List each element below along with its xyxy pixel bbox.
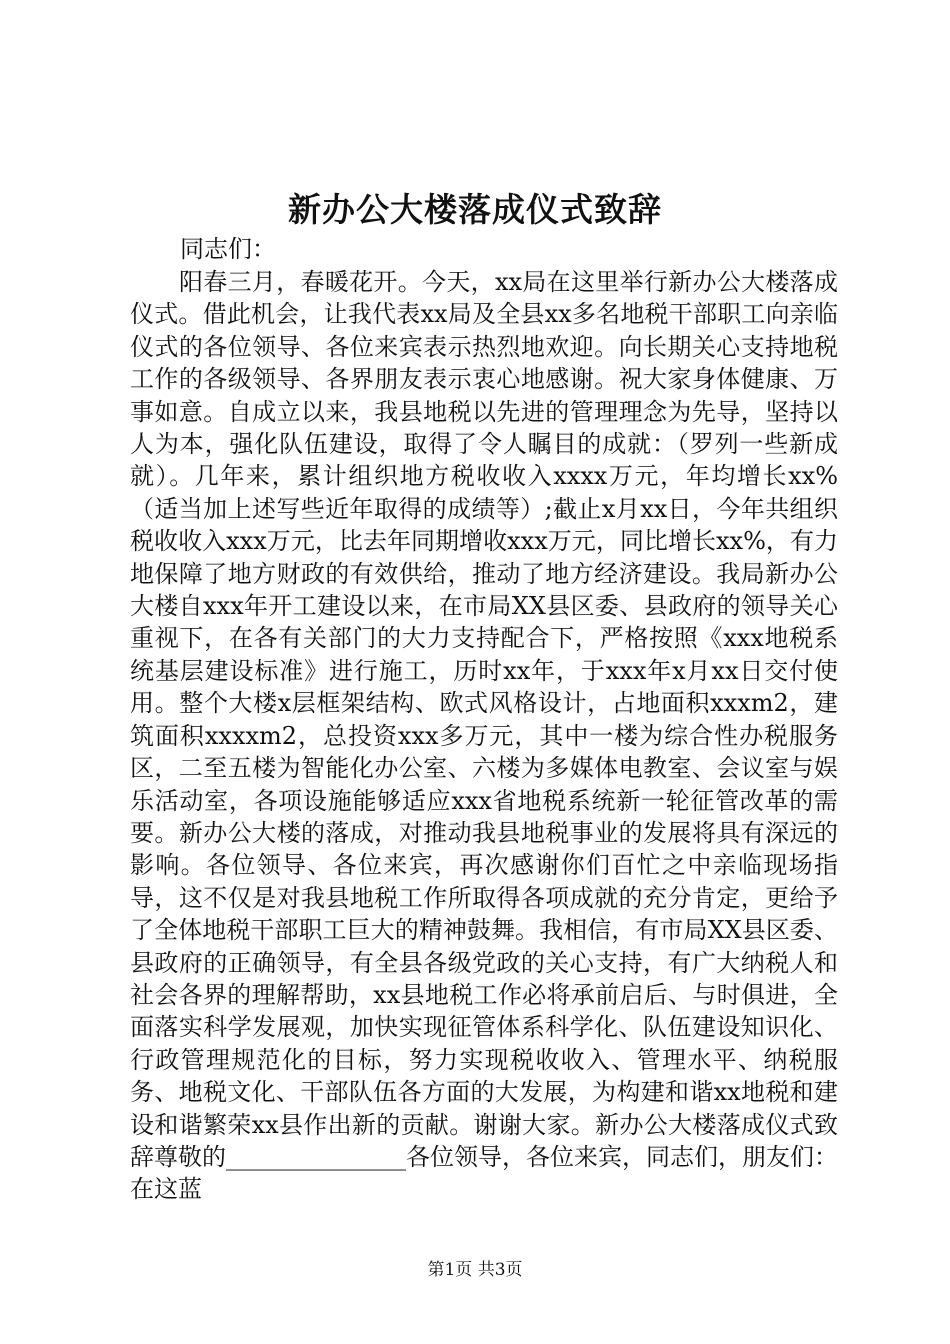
greeting-text: 同志们： <box>180 235 276 263</box>
document-title: 新办公大楼落成仪式致辞 <box>288 190 662 229</box>
body-paragraph: 阳春三月，春暖花开。今天，xx局在这里举行新办公大楼落成仪式。借此机会，让我代表xx局及全县xx多名地税干部职工向亲临仪式的各位领导、各位来宾表示热烈地欢迎。向长期关心支持地税工作的各级领导、各界朋友表示衷心地感谢。祝大家身体健康、万事如意。自成立以来，我县地税以先进的管理理念为先导，坚持以人为本，强化队伍建设，取得了令人瞩目的成就：（罗列一些新成就）。几年来，累计组织地方税收收入xxxx万元，年均增长xx%（适当加上述写些近年取得的成绩等）;截止x月xx日，今年共组织税收收入xxx万元，比去年同期增收xxx万元，同比增长xx%，有力地保障了地方财政的有效供给，推动了地方经济建设。我局新办公大楼自xxx年开工建设以来，在市局XX县区委、县政府的领导关心重视下，在各有关部门的大力支持配合下，严格按照《xxx地税系统基层建设标准》进行施工，历时xx年，于xxx年x月xx日交付使用。整个大楼x层框架结构、欧式风格设计，占地面积xxxm2，建筑面积xxxxm2，总投资xxx多万元，其中一楼为综合性办税服务区，二至五楼为智能化办公室、六楼为多媒体电教室、会议室与娱乐活动室，各项设施能够适应xxx省地税系统新一轮征管改革的需要。新办公大楼的落成，对推动我县地税事业的发展将具有深远的影响。各位领导、各位来宾，再次感谢你们百忙之中亲临现场指导，这不仅是对我县地税工作所取得各项成就的充分肯定，更给予了全体地税干部职工巨大的精神鼓舞。我相信，有市局XX县区委、县政府的正确领导，有全县各级党政的关心支持，有广大纳税人和社会各界的理解帮助，xx县地税工作必将承前启后、与时俱进，全面落实科学发展观，加快实现征管体系科学化、队伍建设知识化、行政管理规范化的目标，努力实现税收收入、管理水平、纳税服务、地税文化、干部队伍各方面的大发展，为构建和谐xx地税和建设和谐繁荣xx县作出新的贡献。谢谢大家。新办公大楼落成仪式致辞尊敬的_______________各位领导，各位来宾，同志们，朋友们：在这蓝 <box>130 268 838 1204</box>
page-number: 第1页 共3页 <box>427 1260 523 1280</box>
